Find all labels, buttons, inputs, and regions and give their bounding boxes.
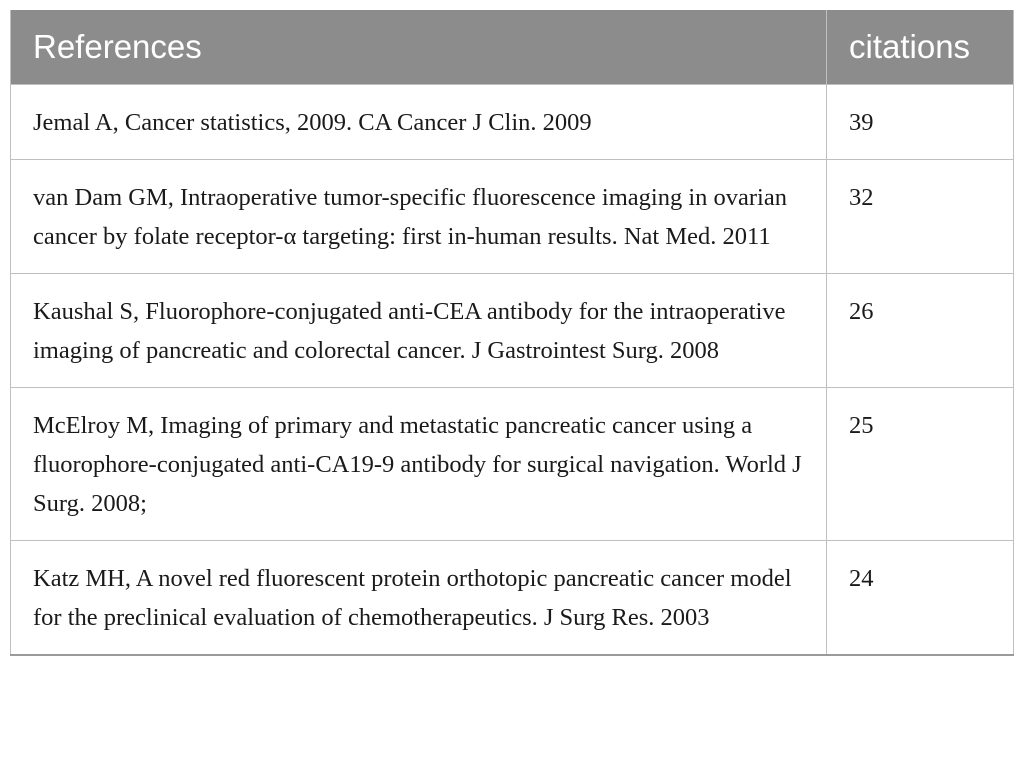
reference-cell: McElroy M, Imaging of primary and metastatic pancreatic cancer using a fluorophore-conjugated anti-CA19-9 antibody for surgical navigation. World J Surg. 2008;: [11, 388, 827, 541]
citations-cell: 25: [827, 388, 1014, 541]
table-row: [11, 388, 1014, 541]
reference-cell: Jemal A, Cancer statistics, 2009. CA Cancer J Clin. 2009: [11, 85, 827, 160]
table-row: [11, 541, 1014, 656]
reference-cell: Katz MH, A novel red fluorescent protein orthotopic pancreatic cancer model for the preclinical evaluation of chemotherapeutics. J Surg Res. 2003: [11, 541, 827, 656]
citations-cell: 39: [827, 85, 1014, 160]
table-row: [11, 85, 1014, 160]
header-references: References: [11, 10, 827, 85]
citations-cell: 32: [827, 160, 1014, 274]
reference-cell: van Dam GM, Intraoperative tumor-specific fluorescence imaging in ovarian cancer by folate receptor-α targeting: first in-human results. Nat Med. 2011: [11, 160, 827, 274]
header-citations: citations: [827, 10, 1014, 85]
reference-cell: Kaushal S, Fluorophore-conjugated anti-CEA antibody for the intraoperative imaging of pancreatic and colorectal cancer. J Gastrointest Surg. 2008: [11, 274, 827, 388]
header-row: [11, 10, 1014, 85]
references-table: [10, 10, 1014, 656]
citations-cell: 24: [827, 541, 1014, 656]
references-table-container: [10, 10, 1013, 656]
table-row: [11, 274, 1014, 388]
citations-cell: 26: [827, 274, 1014, 388]
table-row: [11, 160, 1014, 274]
